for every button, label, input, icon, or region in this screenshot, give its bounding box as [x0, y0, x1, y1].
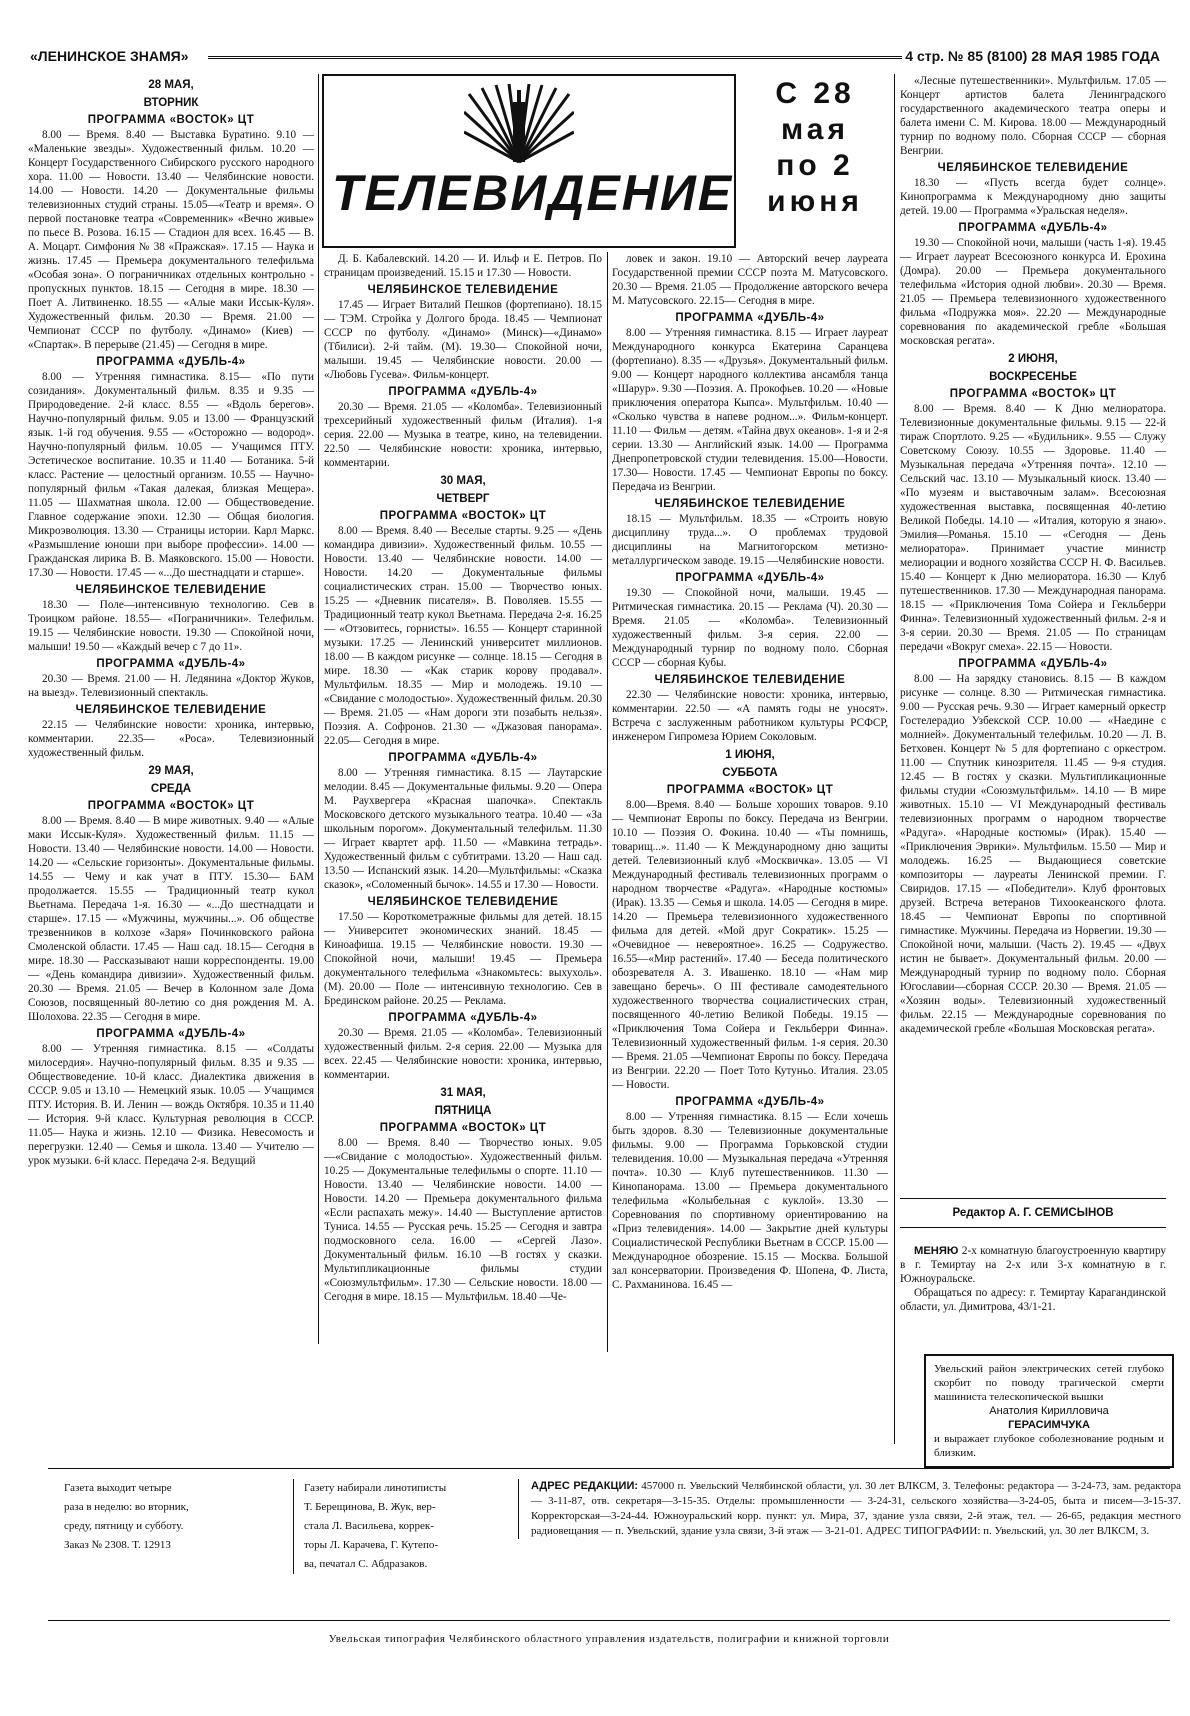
printer-line: Увельская типография Челябинского областного управления издательств, полиграфии и книжной торговли [48, 1620, 1170, 1645]
program-heading: ПРОГРАММА «ДУБЛЬ-4» [96, 356, 246, 368]
imprint-line: торы Л. Карачева, Г. Кутепо- [304, 1539, 438, 1551]
program-listing: 20.30 — Время. 21.05 — «Коломба». Телевизионный трехсерийный художественный фильм (Италия). 1-я серия. 22.00 — Музыка в театре, кино, на телевидении. 22.50 — Челябинские новости: хроника, интервью, комментарии. [324, 401, 602, 469]
program-listing: 18.30 — «Пусть всегда будет солнце». Кинопрограмма к Международному дню защиты детей. 19.00 — Программа «Уральская неделя». [900, 177, 1166, 217]
editorial-address [518, 1479, 1181, 1539]
program-listing: 8.00 — Утренняя гимнастика. 8.15 — Если хочешь быть здоров. 8.30 — Телевизионные документальные фильмы. 9.00 — Программа Горьковской студии телевидения. 10.00 — Музыкальная передача «Утренняя почта». 10.30 — Клуб путешественников. 11.30 — Кинопанорама. 13.00 — Премьера документального телефильма «Колыбельная с куклой». 13.30 — Соревнования по спортивному ориентированию на «Приз телевидения». 14.00 — Закрытие дней культуры Социалистической Республики Вьетнам в СССР. 15.00 — Международное обозрение. 15.15 — Москва. Большой зал консерватории. Произведения Ф. Шопена, Ф. Листа, С. Рахманинова. 16.45 — [612, 1111, 888, 1291]
program-heading: ПРОГРАММА «ДУБЛЬ-4» [958, 658, 1108, 670]
weekday-heading: ВТОРНИК [143, 97, 199, 109]
imprint-line: стала Л. Васильева, коррек- [304, 1520, 434, 1532]
program-heading: ПРОГРАММА «ВОСТОК» ЦТ [379, 510, 547, 522]
weekday-heading: ПЯТНИЦА [434, 1105, 492, 1117]
program-heading: ЧЕЛЯБИНСКОЕ ТЕЛЕВИДЕНИЕ [367, 896, 559, 908]
program-listing: 19.30 — Спокойной ночи, малыши (часть 1-я). 19.45 — Играет лауреат Всесоюзного конкурса И. Ерохина (Домра). 20.00 — Премьера документального телефильма «История одной любви». 20.30 — Время. 21.05 — Премьера телевизионного художественного фильма «Подружка моя». 22.20 — Международные соревнования по академической гребле «Большая московская регата». [900, 237, 1166, 347]
program-heading: ПРОГРАММА «ДУБЛЬ-4» [675, 572, 825, 584]
imprint-line: среду, пятницу и субботу. [64, 1520, 184, 1532]
column-rule [318, 74, 319, 1344]
program-listing: 22.30 — Челябинские новости: хроника, интервью, комментарии. 22.50 — «А память годы не уносят». Встреча с заслуженным работником культуры РСФСР, инженером Гипромеза Юрием Соколовым. [612, 689, 888, 743]
ad-text: 2-х комнатную благоустроенную квартиру в г. Темиртау на 2-х или 3-х комнатную в г. Южноуральске. [900, 1245, 1166, 1285]
program-listing: 17.50 — Короткометражные фильмы для детей. 18.15 — Университет экономических знаний. 18.45 — Киноафиша. 19.15 — Челябинские новости. 19.30 —Спокойной ночи, малыши! 19.45 — Премьера документального телефильма «Знакомьтесь: выхухоль». (М). 20.00 — Поле — интенсивную технологию. Сев в Брединском районе. 20.25 — Реклама. [324, 911, 602, 1007]
program-listing: 8.00 — На зарядку становись. 8.15 — В каждом рисунке — солнце. 8.30 — Ритмическая гимнастика. 9.00 — Русская речь. 9.30 — Играет камерный оркестр Гостелерадио Узбекской ССР. 10.00 — «Наедине с молнией». Документальный телефильм. 10.20 — Л. В. Бетховен. Концерт № 5 для фортепиано с оркестром. 11.00 — Спутник кинозрителя. 11.45 — 9-я студия. 12.45 — В гостях у сказки. Мультипликационные фильмы студии «Союзмультфильм». 14.10 — В мире животных. 15.10 — VI Международный фестиваль телевизионных программ о народном творчестве «Радуга». «Народные костюмы» (Ирак). 15.40 — «Приключения Эврики». Мультфильм. 15.50 — Мир и молодежь. 16.25 — Выдающиеся советские композиторы — лауреаты Ленинской премии. Г. Свиридов. 17.15 — «Победители». Клуб фронтовых друзей. Встреча ветеранов Тихоокеанского флота. 18.45 — Чемпионат Европы по спортивной гимнастике. Мужчины. Передача из Норвегии. 19.30 — Спокойной ночи, малыши. (Часть 2). 19.45 — «Двух истин не бывает». Документальный фильм. 20.00 — Международный турнир по водному поло. Сборная Югославии—сборная СССР. 20.30 — Время. 21.05 — «Хозяин воды». Телевизионный художественный фильм. 22.15 — Международные соревнования по академической гребле «Большая Московская регата». [900, 673, 1166, 1035]
imprint-line: раза в неделю: во вторник, [64, 1501, 189, 1513]
imprint-line: Заказ № 2308. Т. 12913 [64, 1539, 171, 1551]
program-listing: 8.00—Время. 8.40 — Больше хороших товаров. 9.10 — Чемпионат Европы по боксу. Передача из Венгрии. 10.10 — Поэзия О. Фокина. 10.40 — «Ты помнишь, товарищ...». 11.40 — К Международному дню защиты детей. Телевизионный клуб «Москвичка». 13.05 — VI Международный фестиваль телевизионных программ о народном творчестве «Радуга». «Народные костюмы» (Ирак). 13.35 — Семья и школа. 14.05 — Сегодня в мире. 14.20 — Премьера телевизионного художественного фильма для детей. «Мой друг Сократик». 15.25 — «Очевидное — невероятное». 16.25 — Содружество. 16.55—«Мир растений». 17.40 — Беседа политического обозревателя А. З. Ивашенко. 18.10 — «Нам мир завещано беречь». О III фестивале самодеятельного художественного творчества социалистических стран, посвященного 40-летию Великой Победы. 19.15 — «Приключения Тома Сойера и Гекльберри Финна». Телевизионный художественный фильм. 1-я серия. 20.30 — Время. 21.05 —Чемпионат Европы по боксу. Передача из Венгрии. 22.20 — Поет Тото Кутуньо. Италия. 23.05 — Новости. [612, 799, 888, 1091]
weekday-heading: СРЕДА [150, 783, 192, 795]
weekday-heading: СУББОТА [722, 767, 778, 779]
imprint-line: Газету набирали линотиписты [304, 1482, 447, 1494]
date-line: С 28 [775, 77, 855, 110]
condolence-text: и выражает глубокое соболезнование родным и близким. [934, 1433, 1164, 1459]
date-line: июня [767, 185, 863, 218]
program-listing: 20.30 — Время. 21.05 — «Коломба». Телевизионный художественный фильм. 2-я серия. 22.00 — Музыка для всех. 22.45 — Челябинские новости: хроника, интервью, комментарии. [324, 1027, 602, 1081]
date-line: по 2 [776, 149, 854, 182]
imprint-footer [48, 1468, 1182, 1609]
day-heading: 29 МАЯ, [148, 765, 194, 777]
weekday-heading: ВОСКРЕСЕНЬЕ [989, 371, 1077, 383]
column-4 [900, 74, 1166, 1194]
condolence-text: Увельский район электрических сетей глубоко скорбит по поводу трагической смерти машиниста телескопической вышки [934, 1363, 1164, 1403]
condolence-first-name: Анатолия Кирилловича [989, 1405, 1109, 1417]
program-listing: Д. Б. Кабалевский. 14.20 — И. Ильф и Е. Петров. По страницам произведений. 15.15 и 17.30 — Новости. [324, 253, 602, 279]
program-heading: ПРОГРАММА «ДУБЛЬ-4» [388, 752, 538, 764]
day-heading: 28 МАЯ, [148, 79, 194, 91]
program-listing: 8.00 — Время. 8.40 — Выставка Буратино. 9.10 — «Маленькие звезды». Художественный фильм. 10.20 — Концерт Государственного Сибирского русского народного хора. 11.00 — Новости. 13.40 — Челябинские новости. 14.00 — Новости. 14.20 — Документальные фильмы телевизионных студий страны. 15.05—«Театр и время». О первой постановке театра «Современник» «Вечно живые» по пьесе В. Розова. 16.15 — Стадион для всех. 16.45 — В. А. Моцарт. Симфония № 38 «Пражская». 17.15 — Наука и жизнь. 17.45 — Премьера документального телефильма «Особая зона». О пограничниках отдельных контрольно - пропускных пунктов. 18.15 — Сегодня в мире. 18.30 — Поет А. Литвиненко. 18.55 — «Алые маки Иссык-Куля». Художественный фильм. 20.30 — Время. 21.00 — Чемпионат СССР по футболу. «Динамо» (Киев) — «Спартак». В перерыве (21.45) — Сегодня в мире. [28, 129, 314, 351]
program-heading: ПРОГРАММА «ДУБЛЬ-4» [675, 312, 825, 324]
program-heading: ПРОГРАММА «ВОСТОК» ЦТ [666, 784, 834, 796]
ad-address: Обращаться по адресу: г. Темиртау Карагандинской области, ул. Димитрова, 43/1-21. [900, 1287, 1166, 1313]
program-listing: «Лесные путешественники». Мультфильм. 17.05 — Концерт артистов балета Ленинградского государственного академического театра оперы и балета имени С. М. Кирова. 18.00 — Международный турнир по водному поло. Сборная СССР — сборная Венгрии. [900, 75, 1166, 157]
address-text: 457000 п. Увельский Челябинской области, ул. 30 лет ВЛКСМ, 3. Телефоны: редактора — 3-24-73, зам. редактора — 3-11-87, отв. секретаря—3-15-35. Отделы: промышленности — 3-24-31, сельского хозяйства—3-24-05, быта и писем—3-15-37. Корректорская—3-24-44. Южноуральский корр. пункт: ул. Мира, 37, здание узла связи, 2-й этаж, тел. — 26-65, редакция местного радиовещания — п. Увельский, здание узла связи, 3-й этаж — 3-21-01. АДРЕС ТИПОГРАФИИ: п. Увельский, ул. 30 лет ВЛКСМ, 3. [531, 1480, 1182, 1537]
address-lead: АДРЕС РЕДАКЦИИ: [531, 1480, 639, 1492]
column-rule [894, 74, 895, 1444]
program-listing: 20.30 — Время. 21.00 — Н. Ледянина «Доктор Жуков, на выезд». Телевизионный спектакль. [28, 673, 314, 699]
program-heading: ПРОГРАММА «ДУБЛЬ-4» [96, 658, 246, 670]
issue-info: 4 стр. № 85 (8100) 28 МАЯ 1985 ГОДА [905, 48, 1160, 64]
program-listing: 19.30 — Спокойной ночи, малыши. 19.45 — Ритмическая гимнастика. 20.15 — Реклама (Ч). 20.30 — Время. 21.05 — «Коломба». Телевизионный художественный фильм. 3-я серия. 22.00 — Международный турнир по водному поло. Сборная СССР — сборная Кубы. [612, 587, 888, 669]
tv-tower-sun-icon [464, 84, 574, 164]
imprint-line: Газета выходит четыре [64, 1482, 172, 1494]
program-listing: 18.15 — Мультфильм. 18.35 — «Строить новую дисциплину труда...». О проблемах трудовой дисциплины на Магнитогорском метизно-металлургическом заводе. 19.15 —Челябинские новости. [612, 513, 888, 567]
date-line: мая [781, 113, 849, 146]
newspaper-page [20, 12, 1182, 1692]
program-heading: ПРОГРАММА «ВОСТОК» ЦТ [949, 388, 1117, 400]
program-heading: ПРОГРАММА «ДУБЛЬ-4» [675, 1096, 825, 1108]
condolence-surname: ГЕРАСИМЧУКА [1008, 1419, 1090, 1431]
program-heading: ЧЕЛЯБИНСКОЕ ТЕЛЕВИДЕНИЕ [654, 498, 846, 510]
program-listing: 8.00 — Утренняя гимнастика. 8.15 — Лаутарские мелодии. 8.45 — Документальные фильмы. 9.20 — Опера М. Раухвергера «Красная шапочка». Спектакль Московского детского музыкального театра. 10.40 — «За школьным порогом». Документальный телефильм. 11.30 — Играет квартет арф. 11.50 — «Мавкина тетрадь». Художественный фильм с субтитрами. 13.20 — Наш сад. 13.50 — Испанский язык. 14.20—Мультфильмы: «Сказка сказок», «Соломенный бычок». 14.55 и 17.30 — Новости. [324, 767, 602, 891]
program-heading: ЧЕЛЯБИНСКОЕ ТЕЛЕВИДЕНИЕ [654, 674, 846, 686]
column-3 [612, 252, 888, 1352]
publication-schedule [64, 1479, 269, 1555]
program-heading: ПРОГРАММА «ВОСТОК» ЦТ [87, 800, 255, 812]
program-heading: ЧЕЛЯБИНСКОЕ ТЕЛЕВИДЕНИЕ [75, 584, 267, 596]
masthead-rule [208, 56, 902, 59]
date-range [740, 76, 890, 220]
program-listing: 8.00 — Утренняя гимнастика. 8.15 — Играет лауреат Международного конкурса Екатерина Саранцева (фортепиано). 8.35 — «Друзья». Документальный фильм. 9.00 — Концерт народного коллектива ансамбля танца «Шарур». 9.30 —Поэзия. А. Прокофьев. 10.20 — «Новые приключения оператора Кыпса». Мультфильм. 10.40 — «Сколько чувства в напеве родном...». Фильм-концерт. 11.10 — Фильм — детям. «Тайна двух океанов». 1-я и 2-я серии. 13.30 — Английский язык. 14.00 — Программа Днепропетровской студии телевидения. 15.00—Новости. 17.30— Новости. 17.45 — Чемпионат Европы по боксу. Передача из Венгрии. [612, 327, 888, 493]
program-heading: ПРОГРАММА «ДУБЛЬ-4» [388, 386, 538, 398]
imprint-line: Т. Берещинова, В. Жук, вер- [304, 1501, 436, 1513]
day-heading: 2 ИЮНЯ, [1008, 353, 1058, 365]
program-heading: ЧЕЛЯБИНСКОЕ ТЕЛЕВИДЕНИЕ [367, 284, 559, 296]
program-heading: ПРОГРАММА «ДУБЛЬ-4» [388, 1012, 538, 1024]
program-listing: ловек и закон. 19.10 — Авторский вечер лауреата Государственной премии СССР поэта М. Матусовского. 20.30 — Время. 21.05 — Продолжение авторского вечера М. Матусовского. 22.15— Сегодня в мире. [612, 253, 888, 307]
paper-name: «ЛЕНИНСКОЕ ЗНАМЯ» [30, 48, 189, 64]
program-heading: ПРОГРАММА «ВОСТОК» ЦТ [379, 1122, 547, 1134]
typesetters [293, 1479, 504, 1574]
column-2 [324, 252, 602, 1352]
program-listing: 17.45 — Играет Виталий Пешков (фортепиано). 18.15 — ТЭМ. Стройка у Долгого брода. 18.45 — Чемпионат СССР по футболу. «Динамо» (Минск)—«Динамо» (Тбилиси). 2-й тайм. (М). 19.30— Спокойной ночи, малыши. 19.45 — Челябинские новости. 20.00 — «Любовь Гусева». Фильм-концерт. [324, 299, 602, 381]
program-heading: ЧЕЛЯБИНСКОЕ ТЕЛЕВИДЕНИЕ [75, 704, 267, 716]
program-heading: ПРОГРАММА «ДУБЛЬ-4» [96, 1028, 246, 1040]
column-1 [28, 74, 314, 1344]
program-listing: 8.00 — Утренняя гимнастика. 8.15 — «Солдаты милосердия». Научно-популярный фильм. 8.35 и 9.35 — Обществоведение. 10-й класс. Диалектика движения в СССР. 9.05 и 13.10 — Немецкий язык. 10.05 — Учащимся ПТУ. История. В. И. Ленин — вождь Октября. 10.35 и 11.40 — История. 9-й класс. Культурная революция в СССР. 11.05— Наука и жизнь. 12.10 — Физика. Невесомость и перегрузки. 12.40 — Семья и школа. 13.40 — Учителю — урок музыки. 6-й класс. Передача 2-я. Ведущий [28, 1043, 314, 1167]
tv-banner [322, 74, 736, 248]
program-listing: 8.00 — Утренняя гимнастика. 8.15— «По пути созидания». Документальный фильм. 8.35 и 9.35 — Природоведение. 2-й класс. 8.55 — «Вдоль берегов». Научно-популярный фильм. 9.05 и 13.00 — Французский язык. 1-й год обучения. 9.55 — «Осторожно — водород». Научно-популярный фильм. 10.05 — Учащимся ПТУ. Эстетическое воспитание. 10.35 и 11.40 — Ботаника. 5-й класс. Растение — целостный организм. 10.55 — Научно-популярный фильм «Такая далекая, близкая Мещера». 11.05 — Шахматная школа. 12.00 — Обществоведение. Главное содержание эпохи. 12.30 — Общая биология. Микроэволюция. 13.30 — Страницы истории. Карл Маркс. «Размышление юноши при выборе профессии». 14.00 — Гражданская лирика В. В. Маяковского. 15.00 — Новости. 17.30 — Новости. 17.45 — «...До шестнадцати и старше». [28, 371, 314, 579]
program-listing: 18.30 — Поле—интенсивную технологию. Сев в Троицком районе. 18.55— «Пограничники». Телефильм. 19.15 — Челябинские новости. 19.30 — Спокойной ночи, малыши! 19.50 — «Каждый вечер с 7 до 11». [28, 599, 314, 653]
program-heading: ПРОГРАММА «ДУБЛЬ-4» [958, 222, 1108, 234]
condolence-notice [924, 1354, 1174, 1468]
day-heading: 31 МАЯ, [440, 1087, 486, 1099]
program-heading: ПРОГРАММА «ВОСТОК» ЦТ [87, 114, 255, 126]
program-listing: 8.00 — Время. 8.40 — Веселые старты. 9.25 — «День командира дивизии». Художественный фильм. 10.55 — Новости. 13.40 — Челябинские новости. 14.00 — Новости. 14.20 — Документальные фильмы социалистических стран. 15.00 — Творчество юных. 15.25 — «Дневник писателя». В. Поволяев. 15.55 — Традиционный театр кукол Вьетнама. Передача 2-я. 16.25 — «Отзовитесь, горнисты». 16.55 — Концерт старинной музыки. 17.25 — Ленинский университет миллионов. 18.00 — В каждом рисунке — солнце. 18.15 — Сегодня в мире. 18.30 — «Как старик корову продавал». Мультфильм. 18.35 — Мир и молодежь. 19.10 — «Свидание с молодостью». Художественный фильм. 20.30 — Время. 21.05 — «Нам дороги эти позабыть нельзя». Поэзия. А. Софронов. 21.30 — «Джазовая панорама». 22.05— Сегодня в мире. [324, 525, 602, 747]
program-heading: ЧЕЛЯБИНСКОЕ ТЕЛЕВИДЕНИЕ [937, 162, 1129, 174]
masthead [30, 44, 1160, 68]
weekday-heading: ЧЕТВЕРГ [436, 493, 490, 505]
editor-line: Редактор А. Г. СЕМИСЫНОВ [900, 1198, 1166, 1228]
day-heading: 1 ИЮНЯ, [725, 749, 775, 761]
program-listing: 22.15 — Челябинские новости: хроника, интервью, комментарии. 22.35— «Роса». Телевизионный художественный фильм. [28, 719, 314, 759]
program-listing: 8.00 — Время. 8.40 — Творчество юных. 9.05—«Свидание с молодостью». Художественный фильм. 10.25 — Документальные телефильмы о спорте. 11.10 —Новости. 13.40 — Челябинские новости. 14.00 — Новости. 14.20 — Премьера документального фильма «Если распахать межу». 14.40 — Выступление артистов Туниса. 14.55 — Русская речь. 15.25 — Сегодня и завтра подмосковного села. 16.00 — «Сергей Лазо». Документальный фильм. 16.10 —В гостях у сказки. Мультипликационные фильмы студии «Союзмультфильм». 17.30 — Сельские новости. 18.00 — Сегодня в мире. 18.15 — Мультфильм. 18.40 —Че- [324, 1137, 602, 1303]
imprint-line: ва, печатал С. Абдразаков. [304, 1558, 428, 1570]
column-rule [607, 252, 608, 1352]
day-heading: 30 МАЯ, [440, 475, 486, 487]
tv-title: ТЕЛЕВИДЕНИЕ [332, 165, 734, 221]
program-listing: 8.00 — Время. 8.40 — К Дню мелиоратора. Телевизионные документальные фильмы. 9.15 — 22-й тираж Спортлото. 9.25 — «Будильник». 9.55 — Служу Советскому Союзу. 10.55 — Здоровье. 11.40 — Музыкальная передача «Утренняя почта». 12.10 — Сельский час. 13.10 — Музыкальный киоск. 13.40 — «По музеям и выставочным залам». Всесоюзная художественная выставка, посвященная 40-летию Великой Победы. 14.10 — «Италия, которую я знаю». Эмилия—Романья. 15.10 — «Сегодня — День мелиоратора». Принимает участие министр мелиорации и водного хозяйства СССР Н. Ф. Васильев. 15.40 — Концерт к Дню мелиоратора. 16.30 — Клуб путешественников. 17.30 — Международная панорама. 18.15 — «Приключения Тома Сойера и Гекльберри Финна». Телевизионный художественный фильм. 2-я и 3-я серии. 20.30 — Время. 21.05 — По страницам передачи «Вокруг смеха». 22.15 — Новости. [900, 403, 1166, 653]
ad-lead: МЕНЯЮ [914, 1245, 959, 1257]
exchange-ad [900, 1244, 1166, 1314]
program-listing: 8.00 — Время. 8.40 — В мире животных. 9.40 — «Алые маки Иссык-Куля». Художественный фильм. 11.15 — Новости. 13.40 — Челябинские новости. 14.00 — Новости. 14.20 — «Сельские горизонты». Документальные фильмы. 14.55 — Чему и как учат в ПТУ. 15.30— БАМ продолжается. 15.55 — Традиционный театр кукол Вьетнама. Передача 1-я. 16.30 — «...До шестнадцати и старше». 17.15 — «Мужчины, мужчины...». Об обществе трезвенников в колхозе «Заря» Починковского района Смоленской области. 17.45 — Наш сад. 18.15— Сегодня в мире. 18.30 — Рассказывают наши корреспонденты. 19.00 — «День командира дивизии». Художественный фильм. 20.30 — Время. 21.05 — Вечер в Колонном зале Дома Союзов, посвященный 80-летию со дня рождения М. А. Шолохова. 22.35 — Сегодня в мире. [28, 815, 314, 1023]
